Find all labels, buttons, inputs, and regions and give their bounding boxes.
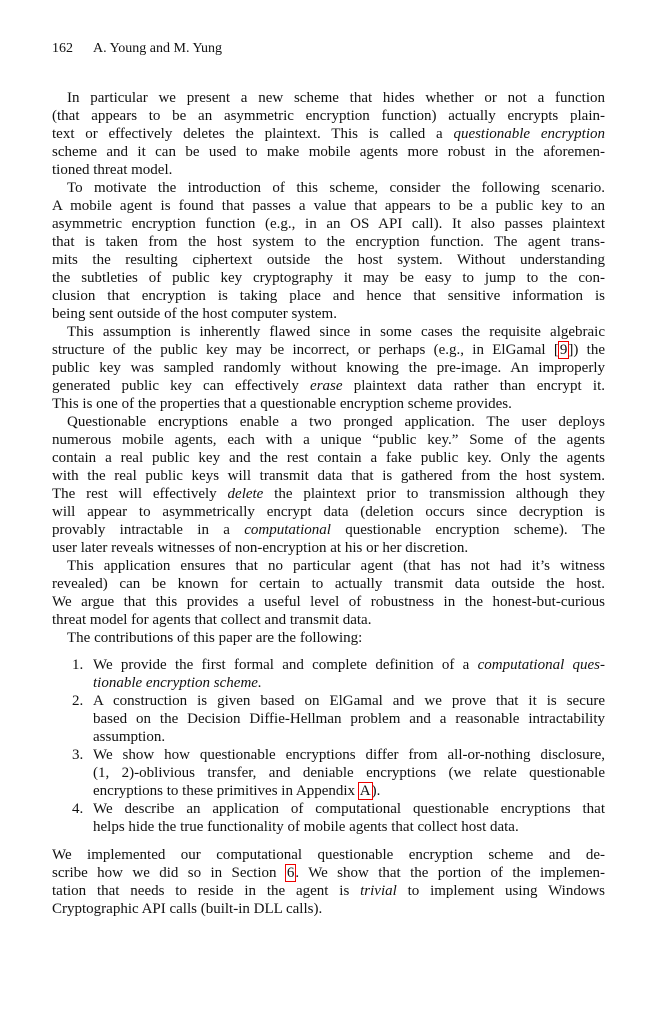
paragraph-line [52,864,605,882]
text-segment: (that appears to be an asymmetric encryption function) actually encrypts plain- [52,108,605,124]
text-segment: tioned threat model. [52,162,173,178]
reference-link[interactable]: A [359,783,371,799]
paragraph-line [67,413,605,431]
italic-text: trivial [360,883,397,899]
text-segment: The contributions of this paper are the following: [67,630,363,646]
text-segment: revealed) can be known for certain to actually transmit data outside the host. [52,576,605,592]
text-segment: text or effectively deletes the plaintext. This is called a [52,126,454,142]
paragraph-line [52,503,605,521]
paragraph-line [52,233,605,251]
list-number: 1. [72,657,84,673]
italic-text: computational ques- [477,657,606,673]
text-segment: We provide the first formal and complete definition of a [93,657,478,673]
paragraph-line [67,89,605,107]
list-item-line [93,764,605,782]
list-item-line [93,818,605,836]
paragraph-line [52,341,605,359]
reference-link[interactable]: 6 [286,865,295,881]
paragraph-line [52,521,605,539]
text-segment: mits the resulting ciphertext outside the host system. Without understanding [52,252,605,268]
paragraph-line [52,377,605,395]
text-segment: questionable encryption scheme). The [330,522,605,538]
text-segment: encryptions to these primitives in Appendix [93,783,359,799]
text-segment: numerous mobile agents, each with a unique “public key.” Some of the agents [52,432,605,448]
list-number: 2. [72,693,84,709]
text-segment: to implement using Windows [396,883,605,899]
text-segment: based on the Decision Diffie-Hellman problem and a reasonable intractability [93,711,605,727]
paragraph-line [52,251,605,269]
text-segment: . We show that the portion of the implemen- [295,865,605,881]
paragraph-line [52,575,605,593]
paragraph-line [52,846,605,864]
paragraph-line [52,395,605,413]
text-segment: the subtleties of public key cryptography it may be easy to jump to the con- [52,270,605,286]
list-item-line [93,674,605,692]
text-segment: structure of the public key may be incorrect, or perhaps (e.g., in ElGamal [ [52,342,559,358]
text-segment: We implemented our computational questionable encryption scheme and de- [52,847,605,863]
text-segment: ). [371,783,381,799]
text-segment: that is taken from the host system to the encryption function. The agent trans- [52,234,605,250]
paragraph-line [52,125,605,143]
paragraph-line [67,557,605,575]
italic-text: delete [227,486,264,502]
list-item-line [93,782,605,800]
italic-text: erase [310,378,343,394]
text-segment: with the real public keys will transmit data that is gathered from the host system. [52,468,605,484]
text-segment: contain a real public key and the rest contain a fake public key. Only the agents [52,450,605,466]
paragraph-line [52,215,605,233]
text-segment: helps hide the true functionality of mobile agents that collect host data. [93,819,519,835]
paragraph-line [52,485,605,503]
paragraph-line [52,197,605,215]
paragraph-line [52,539,605,557]
text-segment: This application ensures that no particular agent (that has not had it’s witness [67,558,605,574]
paragraph-line [67,323,605,341]
italic-text: computational [244,522,331,538]
text-segment: public key was sampled randomly without knowing the pre-image. An improperly [52,360,605,376]
paragraph-line [52,449,605,467]
text-segment: assumption. [93,729,166,745]
text-segment: threat model for agents that collect and transmit data. [52,612,372,628]
text-segment: clusion that encryption is taking place and hence that sensitive information is [52,288,605,304]
text-segment: To motivate the introduction of this scheme, consider the following scenario. [67,180,605,196]
list-item-line [93,656,605,674]
text-segment: ]) the [568,342,605,358]
list-number: 3. [72,747,84,763]
text-segment: tation that needs to reside in the agent is [52,883,361,899]
text-segment: A mobile agent is found that passes a value that appears to be a public key to an [52,198,605,214]
text-segment: Cryptographic API calls (built-in DLL calls). [52,901,323,917]
italic-text: tionable encryption scheme. [93,675,262,691]
text-segment: the plaintext prior to transmission although they [263,486,605,502]
paragraph-line [52,359,605,377]
text-segment: We describe an application of computational questionable encryptions that [93,801,605,817]
list-item-line [93,710,605,728]
list-item-line [93,746,605,764]
text-segment: We argue that this provides a useful level of robustness in the honest-but-curious [52,594,605,610]
text-segment: The rest will effectively [52,486,228,502]
paragraph-line [52,467,605,485]
list-item-line [93,800,605,818]
paragraph-line [67,179,605,197]
text-segment: Questionable encryptions enable a two pronged application. The user deploys [67,414,605,430]
text-segment: We show how questionable encryptions differ from all-or-nothing disclosure, [93,747,605,763]
paragraph-line [52,900,605,918]
paragraph-line [52,305,605,323]
paragraph-line [52,611,605,629]
text-segment: scheme and it can be used to make mobile agents more robust in the aforemen- [52,144,605,160]
text-segment: This assumption is inherently flawed since in some cases the requisite algebraic [67,324,605,340]
text-segment: scribe how we did so in Section [52,865,286,881]
text-segment: asymmetric encryption function (e.g., in an OS API call). It also passes plaintext [52,216,605,232]
paragraph-line [52,593,605,611]
paragraph-line [52,431,605,449]
paragraph-line [52,287,605,305]
text-segment: provably intractable in a [52,522,245,538]
text-segment: plaintext data rather than encrypt it. [342,378,605,394]
reference-link[interactable]: 9 [559,342,568,358]
italic-text: questionable encryption [453,126,605,142]
text-segment: In particular we present a new scheme that hides whether or not a function [67,90,605,106]
text-segment: user later reveals witnesses of non-encryption at his or her discretion. [52,540,469,556]
text-segment: This is one of the properties that a questionable encryption scheme provides. [52,396,512,412]
paragraph-line [52,269,605,287]
page-number: 162 [52,41,73,56]
paragraph-line [52,107,605,125]
paragraph-line [67,629,605,647]
text-segment: (1, 2)-oblivious transfer, and deniable encryptions (we relate questionable [93,765,605,781]
text-segment: being sent outside of the host computer system. [52,306,337,322]
paragraph-line [52,161,605,179]
list-item-line [93,728,605,746]
list-number: 4. [72,801,84,817]
paragraph-line [52,143,605,161]
text-segment: will appear to asymmetrically encrypt data (deletion occurs since decryption is [52,504,605,520]
list-item-line [93,692,605,710]
running-header-authors: A. Young and M. Yung [93,41,223,56]
text-segment: A construction is given based on ElGamal and we prove that it is secure [93,693,605,709]
text-segment: generated public key can effectively [52,378,311,394]
paragraph-line [52,882,605,900]
